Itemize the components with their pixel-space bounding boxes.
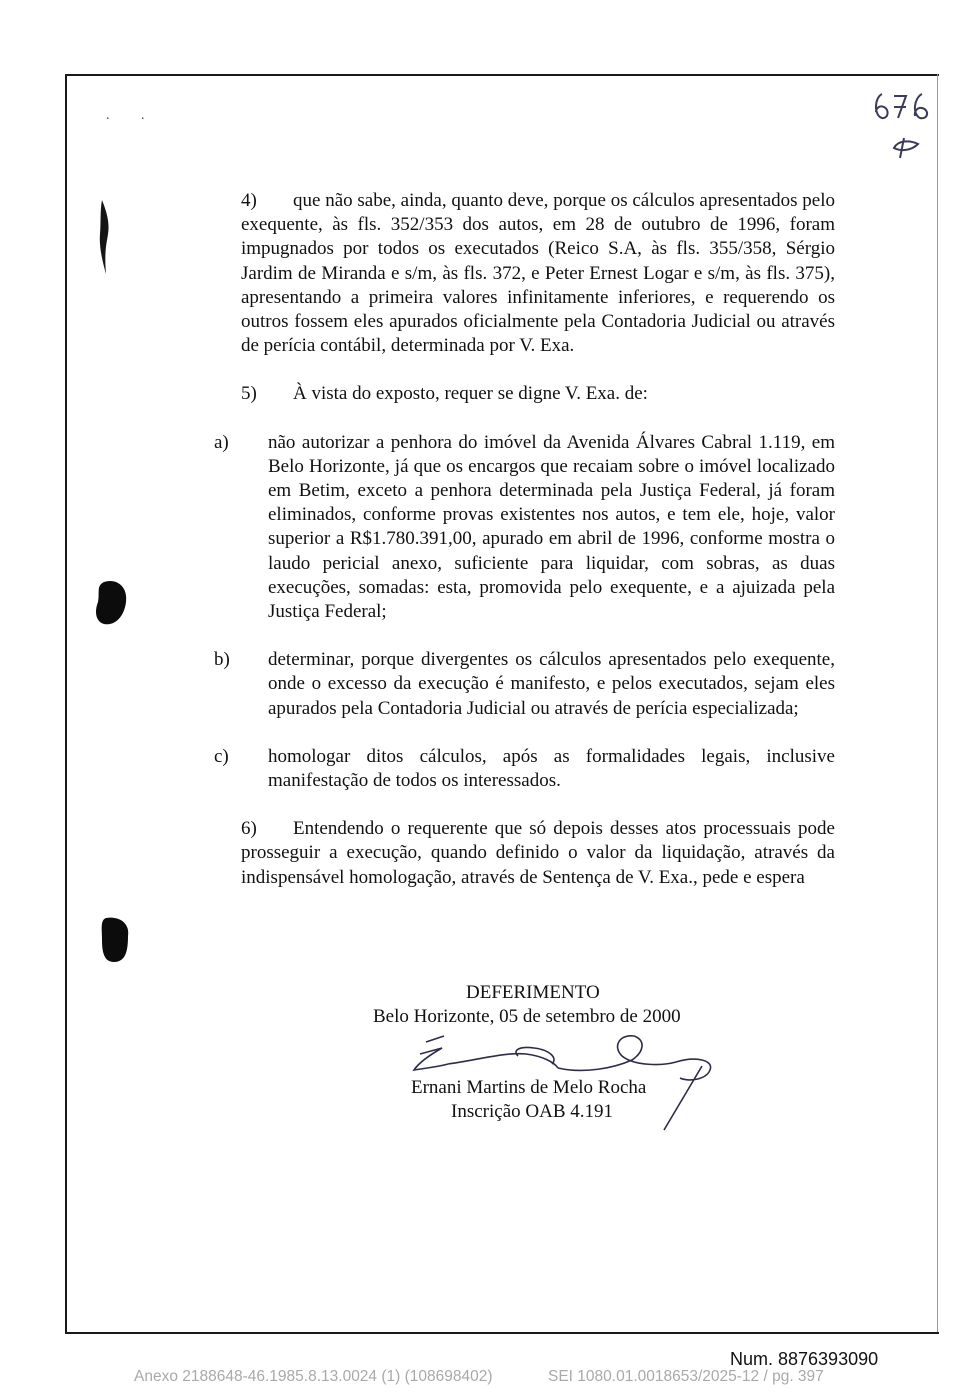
document-number: Num. 8876393090 xyxy=(730,1349,879,1369)
scan-punch-hole xyxy=(100,916,132,964)
petition-body xyxy=(214,189,835,914)
handwritten-rubric-mark xyxy=(890,134,922,160)
item-text: não autorizar a penhora do imóvel da Avenida Álvares Cabral 1.119, em Belo Horizonte, já que os encargos que recaiam sobre o imóvel localizado em Betim, exceto a penhora determinada pela Justiça Federal, já foram eliminados, conforme provas existentes nos autos, e tem ele, hoje, valor superior a R$1.780.391,00, apurado em abril de 1996, conforme mostra o laudo pericial anexo, suficiente para liquidar, com sobras, as duas execuções, somadas: esta, promovida pelo exequente, e a ajuizada pela Justiça Federal; xyxy=(268,431,835,623)
item-label: b) xyxy=(214,649,230,671)
paragraph-number: 6) xyxy=(241,818,257,840)
paragraph-text: À vista do exposto, requer se digne V. Exa. de: xyxy=(293,383,648,405)
page-frame-top xyxy=(65,74,939,76)
scan-punch-mark xyxy=(96,200,112,274)
city-date: Belo Horizonte, 05 de setembro de 2000 xyxy=(373,1006,681,1027)
page-frame-left xyxy=(65,74,67,1333)
sei-reference: SEI 1080.01.0018653/2025-12 / pg. 397 xyxy=(548,1368,824,1385)
paragraph-6 xyxy=(241,817,835,890)
deferimento-heading: DEFERIMENTO xyxy=(466,982,600,1003)
paragraph-number: 4) xyxy=(241,190,257,211)
request-item-a xyxy=(214,431,835,625)
signer-oab-registration: Inscrição OAB 4.191 xyxy=(451,1101,613,1122)
anexo-reference: Anexo 2188648-46.1985.8.13.0024 (1) (108698402) xyxy=(134,1368,493,1385)
page-frame-bottom xyxy=(65,1332,939,1334)
signer-name: Ernani Martins de Melo Rocha xyxy=(411,1077,647,1098)
item-text: homologar ditos cálculos, após as formalidades legais, inclusive manifestação de todos os interessados. xyxy=(268,745,835,792)
paragraph-text: que não sabe, ainda, quanto deve, porque os cálculos apresentados pelo exequente, às fls. 352/353 dos autos, em 28 de outubro de 1996, foram impugnados por todos os executados (Reico S.A, às fls. 355/358, Sérgio Jardim de Miranda e s/m, às fls. 372, e Peter Ernest Logar e s/m, às fls. 375), apresentando a primeira valores infinitamente inferiores, e requerendo os outros fossem eles apurados oficialmente pela Contadoria Judicial ou através de perícia contábil, determinada por V. Exa. xyxy=(241,190,835,357)
request-item-c xyxy=(214,745,835,793)
item-label: a) xyxy=(214,431,229,453)
paragraph-text: Entendendo o requerente que só depois desses atos processuais pode prosseguir a execução, quando definido o valor da liquidação, através da indispensável homologação, através de Sentença de V. Exa., pede e espera xyxy=(241,818,835,888)
request-item-b xyxy=(214,648,835,721)
item-label: c) xyxy=(214,745,229,767)
scan-punch-hole xyxy=(94,578,130,628)
paragraph-5 xyxy=(241,382,835,406)
handwritten-page-number xyxy=(872,88,934,122)
page-frame-right xyxy=(937,74,938,1333)
paragraph-4 xyxy=(241,189,835,358)
scan-dots: . . xyxy=(106,108,159,123)
paragraph-number: 5) xyxy=(241,383,257,405)
item-text: determinar, porque divergentes os cálculos apresentados pelo exequente, onde o excesso da execução é manifesto, e pelos executados, sejam eles apurados pela Contadoria Judicial ou através de perícia especializada; xyxy=(268,649,835,719)
